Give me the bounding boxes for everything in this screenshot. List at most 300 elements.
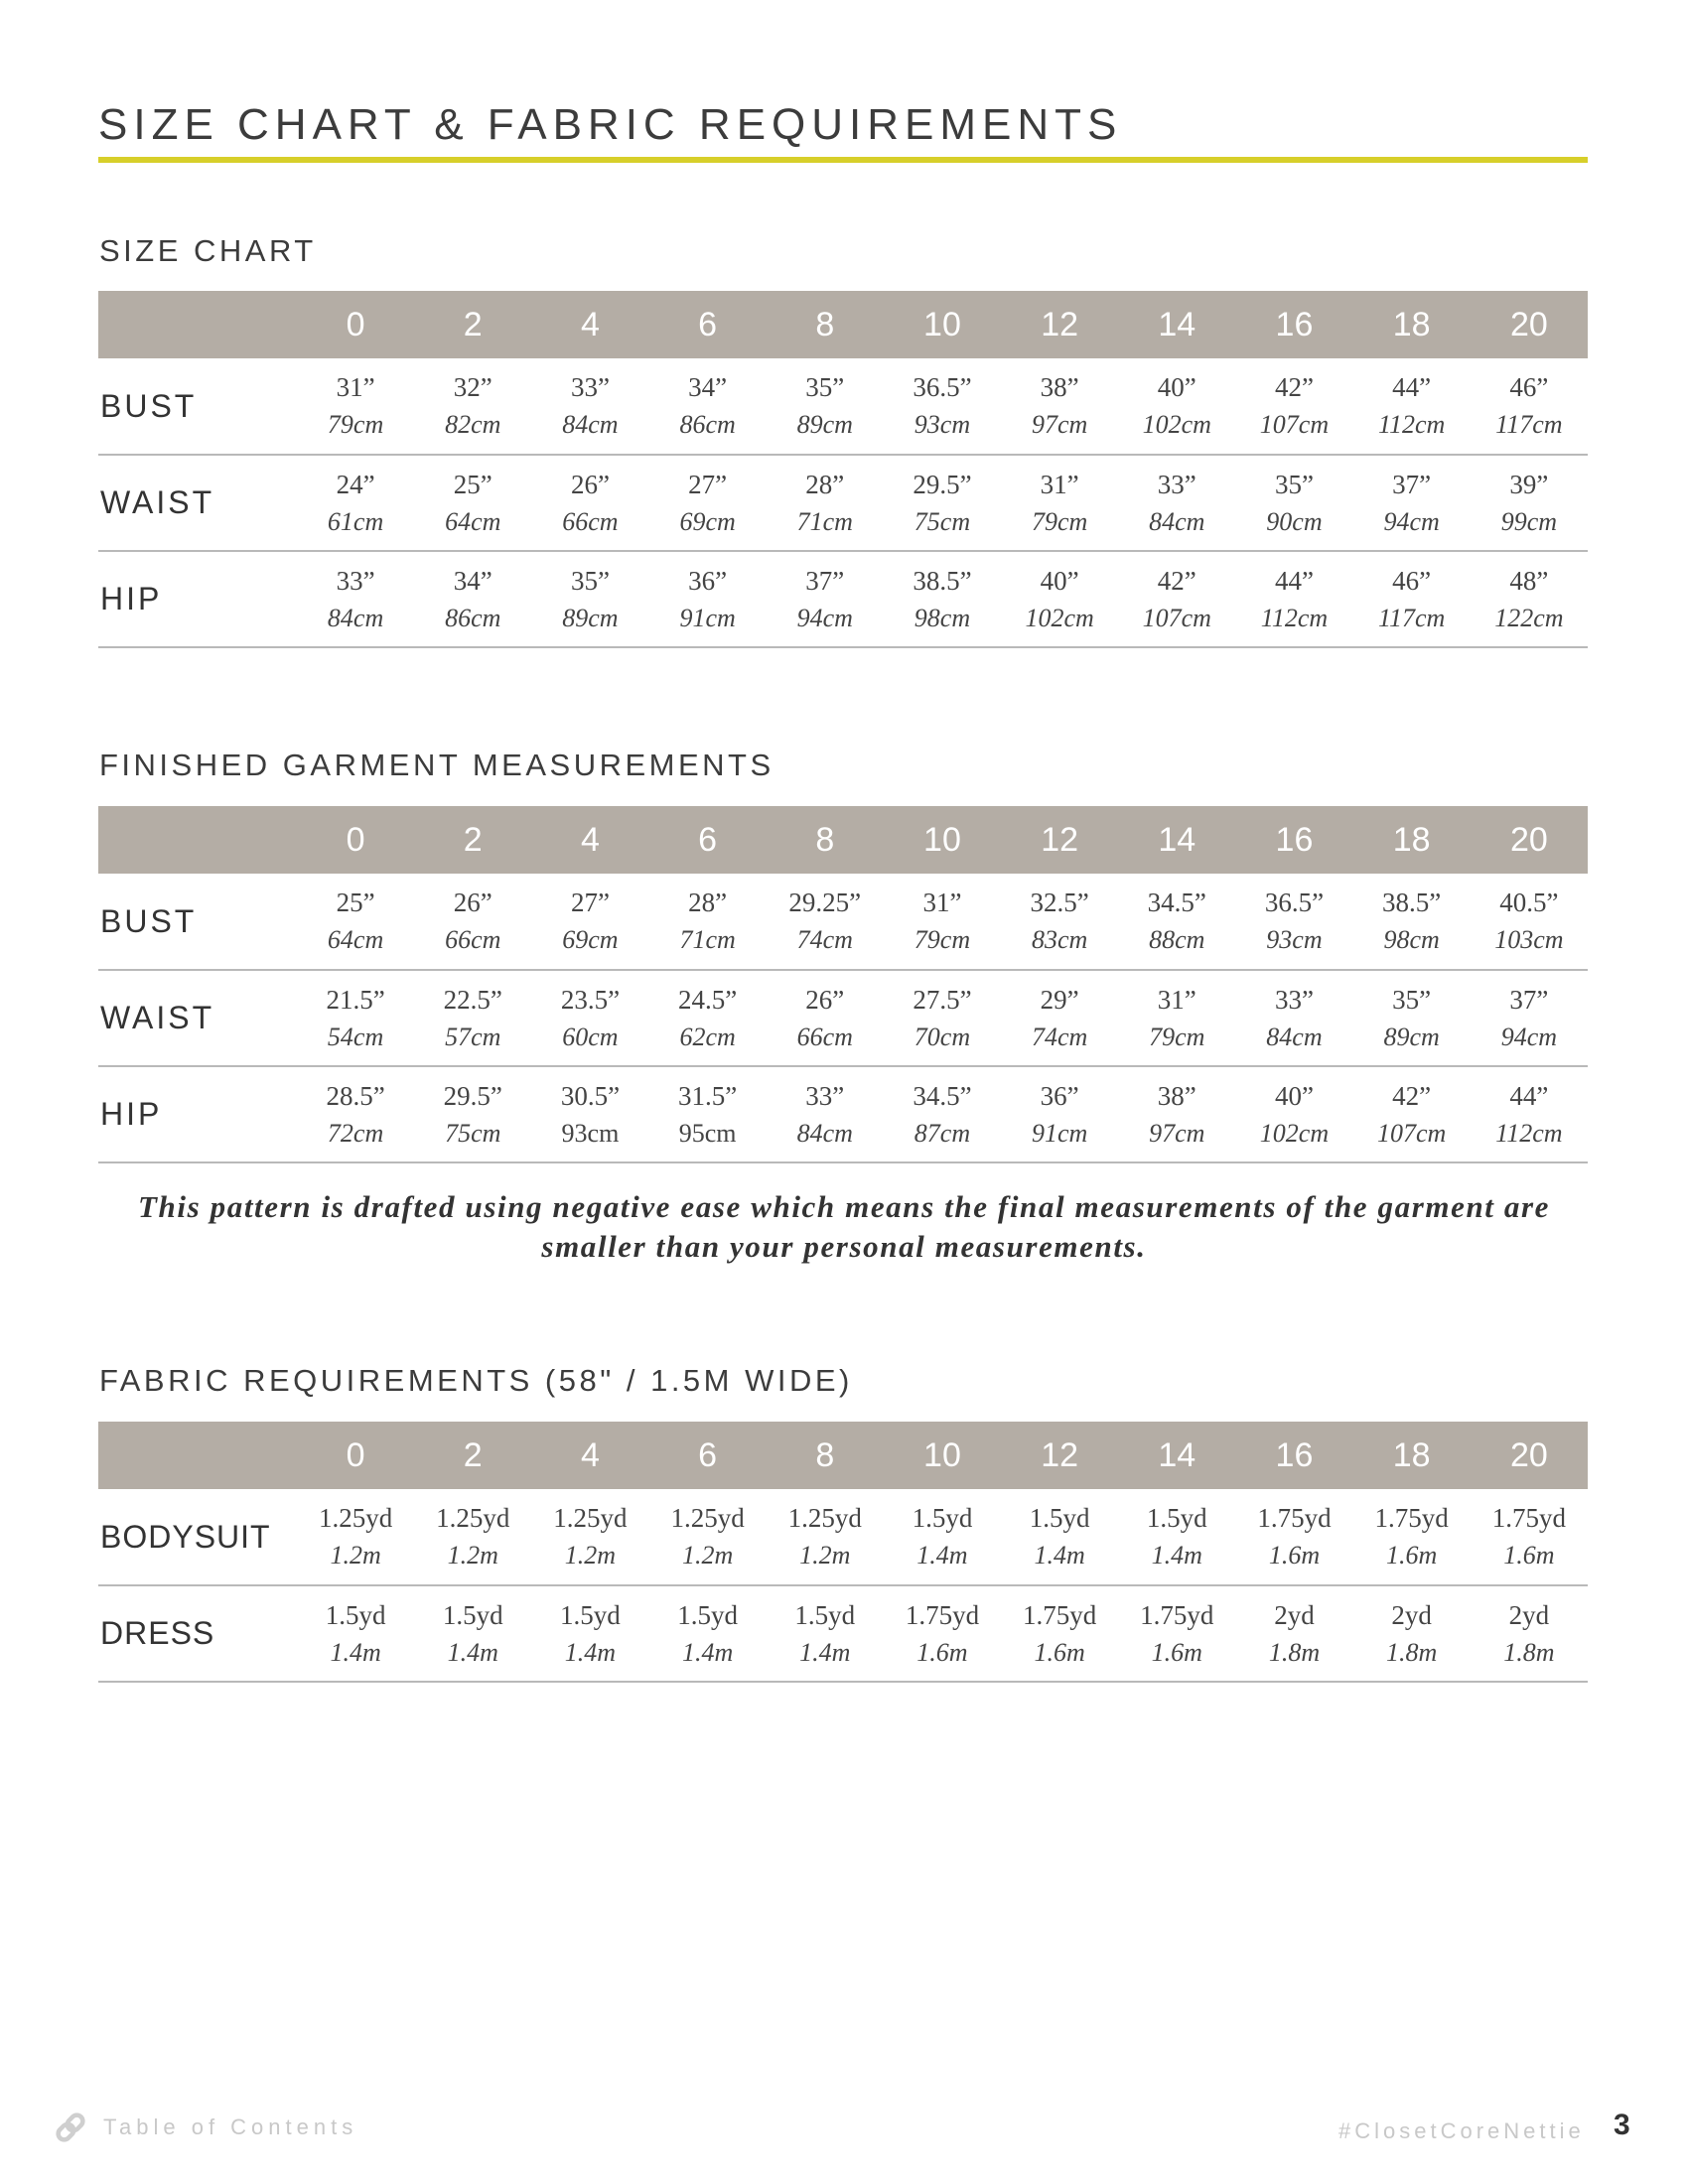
imperial-value: 26”	[805, 984, 845, 1015]
metric-value: 1.6m	[1268, 1541, 1321, 1570]
metric-value: 75cm	[914, 506, 971, 536]
metric-value: 1.6m	[1034, 1637, 1085, 1667]
measurement-cell	[414, 970, 531, 1066]
imperial-value: 22.5”	[443, 984, 502, 1015]
imperial-value: 33”	[336, 565, 375, 596]
metric-value: 122cm	[1494, 603, 1564, 632]
metric-value: 1.8m	[1268, 1637, 1321, 1667]
metric-value: 102cm	[1259, 1118, 1330, 1148]
imperial-value: 32.5”	[1030, 887, 1089, 917]
imperial-value: 24.5”	[677, 984, 738, 1015]
imperial-value: 36”	[1040, 1080, 1079, 1111]
measurement-cell	[1353, 1489, 1471, 1585]
imperial-value: 31”	[1157, 984, 1196, 1015]
metric-value: 69cm	[562, 925, 619, 954]
measurement-cell	[1353, 358, 1471, 455]
size-header: 8	[767, 806, 884, 874]
imperial-value: 37”	[805, 565, 845, 596]
imperial-value: 26”	[453, 887, 492, 917]
size-header: 10	[884, 806, 1001, 874]
metric-value: 1.2m	[799, 1541, 851, 1570]
size-header: 4	[531, 1422, 648, 1489]
imperial-value: 30.5”	[560, 1080, 621, 1111]
measurement-cell	[531, 874, 648, 970]
size-header: 4	[531, 291, 648, 358]
size-header: 16	[1235, 291, 1352, 358]
measurement-cell	[1353, 1585, 1471, 1682]
metric-value: 1.8m	[1385, 1637, 1438, 1667]
row-label: WAIST	[100, 484, 215, 520]
table-of-contents-link[interactable]	[54, 2111, 357, 2144]
size-header: 10	[884, 291, 1001, 358]
measurement-cell	[1471, 455, 1588, 551]
finished-garment-table	[98, 806, 1588, 1163]
imperial-value: 40”	[1274, 1080, 1314, 1111]
imperial-value: 2yd	[1391, 1599, 1432, 1630]
imperial-value: 1.25yd	[436, 1503, 510, 1533]
imperial-value: 29”	[1040, 984, 1079, 1015]
imperial-value: 48”	[1509, 565, 1549, 596]
metric-value: 102cm	[1142, 410, 1211, 439]
measurement-cell	[767, 455, 884, 551]
metric-value: 1.4m	[1034, 1541, 1085, 1570]
measurement-cell	[1235, 1066, 1352, 1162]
size-header-row	[98, 291, 1588, 358]
metric-value: 117cm	[1377, 603, 1446, 632]
table-row	[98, 358, 1588, 455]
measurement-cell	[414, 551, 531, 647]
measurement-cell	[767, 970, 884, 1066]
imperial-value: 28”	[688, 887, 728, 917]
footer-hashtag: #ClosetCoreNettie	[1338, 2118, 1585, 2143]
imperial-value: 46”	[1392, 565, 1432, 596]
metric-value: 79cm	[1149, 1022, 1205, 1051]
measurement-cell	[1118, 970, 1235, 1066]
link-icon	[54, 2111, 87, 2144]
measurement-cell	[1001, 551, 1118, 647]
measurement-cell	[884, 874, 1001, 970]
imperial-value: 38”	[1157, 1080, 1196, 1111]
metric-value: 1.4m	[799, 1637, 851, 1667]
measurement-cell	[649, 1585, 767, 1682]
metric-value: 74cm	[1031, 1022, 1088, 1051]
measurement-cell	[531, 1489, 648, 1585]
imperial-value: 36.5”	[1264, 887, 1325, 917]
metric-value: 1.4m	[1151, 1541, 1202, 1570]
metric-value: 1.4m	[681, 1637, 734, 1667]
metric-value: 79cm	[914, 925, 971, 954]
imperial-value: 33”	[1157, 469, 1196, 499]
metric-value: 94cm	[796, 603, 853, 632]
measurement-cell	[767, 358, 884, 455]
metric-value: 64cm	[327, 925, 384, 954]
metric-value: 72cm	[327, 1118, 384, 1148]
metric-value: 60cm	[562, 1022, 619, 1051]
metric-value: 1.6m	[916, 1637, 968, 1667]
measurement-cell	[1001, 874, 1118, 970]
metric-value: 79cm	[327, 410, 384, 439]
measurement-cell	[531, 970, 648, 1066]
measurement-cell	[1235, 1489, 1352, 1585]
imperial-value: 33”	[570, 372, 610, 402]
imperial-value: 1.5yd	[794, 1599, 856, 1630]
imperial-value: 21.5”	[326, 984, 385, 1015]
measurement-cell	[1353, 970, 1471, 1066]
metric-value: 117cm	[1495, 410, 1563, 439]
metric-value: 75cm	[445, 1118, 501, 1148]
imperial-value: 1.75yd	[905, 1599, 980, 1630]
measurement-cell	[1471, 1066, 1588, 1162]
metric-value: 97cm	[1031, 410, 1088, 439]
row-label: BODYSUIT	[100, 1518, 271, 1555]
imperial-value: 35”	[805, 372, 845, 402]
metric-value: 62cm	[679, 1022, 736, 1051]
size-chart-title: SIZE CHART	[99, 233, 317, 268]
metric-value: 1.2m	[564, 1541, 617, 1570]
imperial-value: 37”	[1509, 984, 1549, 1015]
measurement-cell	[884, 455, 1001, 551]
size-header: 20	[1471, 1422, 1588, 1489]
metric-value: 89cm	[562, 603, 619, 632]
metric-value: 1.2m	[681, 1541, 734, 1570]
metric-value: 102cm	[1025, 603, 1094, 632]
imperial-value: 42”	[1392, 1080, 1432, 1111]
metric-value: 1.4m	[330, 1637, 381, 1667]
page-number: 3	[1614, 2109, 1630, 2141]
measurement-cell	[414, 455, 531, 551]
measurement-cell	[1235, 358, 1352, 455]
imperial-value: 29.25”	[788, 887, 862, 917]
measurement-cell	[297, 1066, 414, 1162]
measurement-cell	[414, 1585, 531, 1682]
metric-value: 98cm	[914, 603, 971, 632]
metric-value: 84cm	[327, 603, 384, 632]
imperial-value: 31”	[922, 887, 962, 917]
imperial-value: 1.25yd	[787, 1503, 862, 1533]
imperial-value: 2yd	[1508, 1599, 1550, 1630]
metric-value: 61cm	[327, 506, 384, 536]
imperial-value: 31”	[336, 372, 375, 402]
imperial-value: 27”	[688, 469, 728, 499]
row-label: HIP	[100, 581, 163, 616]
measurement-cell	[1118, 455, 1235, 551]
size-header: 20	[1471, 291, 1588, 358]
size-header: 0	[297, 291, 414, 358]
measurement-cell	[884, 1585, 1001, 1682]
imperial-value: 1.75yd	[1257, 1503, 1332, 1533]
imperial-value: 25”	[336, 887, 375, 917]
table-row	[98, 551, 1588, 647]
measurement-cell	[414, 874, 531, 970]
size-header: 18	[1353, 291, 1471, 358]
metric-value: 107cm	[1259, 410, 1330, 439]
imperial-value: 1.5yd	[1146, 1503, 1207, 1533]
metric-value: 64cm	[445, 506, 501, 536]
metric-value: 86cm	[679, 410, 736, 439]
metric-value: 89cm	[796, 410, 853, 439]
row-label: DRESS	[100, 1615, 215, 1651]
imperial-value: 46”	[1509, 372, 1549, 402]
measurement-cell	[1118, 551, 1235, 647]
metric-value: 94cm	[1500, 1022, 1558, 1051]
measurement-cell	[531, 1066, 648, 1162]
measurement-cell	[1118, 358, 1235, 455]
measurement-cell	[649, 1066, 767, 1162]
size-header: 2	[414, 806, 531, 874]
row-label: BUST	[100, 387, 198, 424]
metric-value: 1.4m	[564, 1637, 617, 1667]
size-header: 2	[414, 1422, 531, 1489]
measurement-cell	[414, 1066, 531, 1162]
measurement-cell	[884, 970, 1001, 1066]
measurement-cell	[1235, 970, 1352, 1066]
measurement-cell	[649, 358, 767, 455]
metric-value: 94cm	[1383, 506, 1440, 536]
measurement-cell	[297, 551, 414, 647]
size-header: 6	[649, 291, 767, 358]
metric-value: 91cm	[1031, 1118, 1088, 1148]
imperial-value: 37”	[1392, 469, 1432, 499]
metric-value: 1.2m	[330, 1541, 381, 1570]
metric-value: 1.6m	[1385, 1541, 1438, 1570]
imperial-value: 27”	[570, 887, 610, 917]
measurement-cell	[1118, 1585, 1235, 1682]
measurement-cell	[1471, 970, 1588, 1066]
imperial-value: 33”	[805, 1080, 845, 1111]
metric-value: 70cm	[914, 1022, 971, 1051]
measurement-cell	[884, 551, 1001, 647]
imperial-value: 34.5”	[1147, 887, 1206, 917]
measurement-cell	[531, 1585, 648, 1682]
imperial-value: 36”	[688, 565, 728, 596]
metric-value: 90cm	[1266, 506, 1323, 536]
metric-value: 66cm	[796, 1022, 853, 1051]
metric-value: 84cm	[1266, 1022, 1323, 1051]
measurement-cell	[1118, 1489, 1235, 1585]
imperial-value: 33”	[1274, 984, 1314, 1015]
imperial-value: 35”	[1274, 469, 1314, 499]
imperial-value: 38.5”	[1382, 887, 1442, 917]
imperial-value: 40.5”	[1499, 887, 1559, 917]
imperial-value: 31.5”	[677, 1080, 738, 1111]
metric-value: 87cm	[914, 1118, 971, 1148]
imperial-value: 42”	[1274, 372, 1314, 402]
measurement-cell	[884, 358, 1001, 455]
measurement-cell	[767, 1585, 884, 1682]
header-corner	[98, 806, 297, 874]
metric-value: 112cm	[1495, 1118, 1563, 1148]
table-of-contents-label[interactable]: Table of Contents	[103, 2115, 358, 2139]
size-header: 12	[1001, 291, 1118, 358]
measurement-cell	[1235, 874, 1352, 970]
metric-value: 1.6m	[1151, 1637, 1202, 1667]
metric-value: 66cm	[445, 925, 501, 954]
metric-value: 1.8m	[1503, 1637, 1555, 1667]
imperial-value: 29.5”	[443, 1080, 502, 1111]
row-label: WAIST	[100, 1000, 215, 1035]
imperial-value: 1.5yd	[325, 1599, 386, 1630]
measurement-cell	[1118, 874, 1235, 970]
imperial-value: 1.5yd	[1029, 1503, 1090, 1533]
metric-value: 91cm	[679, 603, 736, 632]
size-header: 0	[297, 806, 414, 874]
imperial-value: 24”	[336, 469, 375, 499]
size-header: 14	[1118, 1422, 1235, 1489]
measurement-cell	[767, 874, 884, 970]
metric-value: 112cm	[1260, 603, 1329, 632]
row-label: BUST	[100, 902, 198, 939]
page-title: SIZE CHART & FABRIC REQUIREMENTS	[98, 100, 1123, 149]
imperial-value: 1.5yd	[677, 1599, 738, 1630]
imperial-value: 25”	[453, 469, 492, 499]
table-row	[98, 874, 1588, 970]
metric-value: 82cm	[445, 410, 501, 439]
table-row	[98, 1585, 1588, 1682]
size-header: 0	[297, 1422, 414, 1489]
measurement-cell	[767, 1489, 884, 1585]
fabric-requirements-title: FABRIC REQUIREMENTS (58" / 1.5M WIDE)	[99, 1363, 853, 1398]
metric-value: 71cm	[679, 925, 736, 954]
measurement-cell	[1235, 1585, 1352, 1682]
table-row	[98, 1489, 1588, 1585]
imperial-value: 1.5yd	[912, 1503, 973, 1533]
size-header-row	[98, 1422, 1588, 1489]
metric-value: 54cm	[327, 1022, 384, 1051]
measurement-cell	[414, 1489, 531, 1585]
metric-value: 107cm	[1376, 1118, 1447, 1148]
metric-value: 84cm	[1149, 506, 1205, 536]
imperial-value: 1.25yd	[670, 1503, 745, 1533]
metric-value: 1.4m	[916, 1541, 968, 1570]
size-header: 18	[1353, 806, 1471, 874]
measurement-cell	[1118, 1066, 1235, 1162]
imperial-value: 1.75yd	[1374, 1503, 1449, 1533]
measurement-cell	[297, 358, 414, 455]
measurement-cell	[414, 358, 531, 455]
metric-value: 99cm	[1500, 506, 1558, 536]
metric-value: 103cm	[1494, 925, 1564, 954]
measurement-cell	[531, 551, 648, 647]
imperial-value: 1.75yd	[1022, 1599, 1097, 1630]
imperial-value: 1.75yd	[1491, 1503, 1566, 1533]
imperial-value: 1.5yd	[442, 1599, 503, 1630]
measurement-cell	[884, 1066, 1001, 1162]
imperial-value: 26”	[570, 469, 610, 499]
imperial-value: 39”	[1509, 469, 1549, 499]
imperial-value: 27.5”	[913, 984, 972, 1015]
measurement-cell	[767, 551, 884, 647]
size-header: 6	[649, 806, 767, 874]
measurement-cell	[1471, 551, 1588, 647]
size-header: 16	[1235, 806, 1352, 874]
metric-value: 1.2m	[447, 1541, 498, 1570]
size-header: 4	[531, 806, 648, 874]
metric-value: 69cm	[679, 506, 736, 536]
table-row	[98, 1066, 1588, 1162]
metric-value: 86cm	[445, 603, 501, 632]
finished-garment-title: FINISHED GARMENT MEASUREMENTS	[99, 748, 774, 782]
measurement-cell	[1001, 1585, 1118, 1682]
size-header: 8	[767, 1422, 884, 1489]
measurement-cell	[297, 1585, 414, 1682]
size-header: 14	[1118, 291, 1235, 358]
metric-value: 93cm	[561, 1118, 620, 1148]
metric-value: 93cm	[1266, 925, 1323, 954]
imperial-value: 29.5”	[913, 469, 972, 499]
imperial-value: 1.75yd	[1140, 1599, 1214, 1630]
size-header: 14	[1118, 806, 1235, 874]
size-header: 10	[884, 1422, 1001, 1489]
imperial-value: 31”	[1040, 469, 1079, 499]
metric-value: 84cm	[796, 1118, 853, 1148]
metric-value: 74cm	[796, 925, 853, 954]
measurement-cell	[1001, 1489, 1118, 1585]
metric-value: 89cm	[1383, 1022, 1440, 1051]
negative-ease-note: This pattern is drafted using negative ease which means the final measurements of the garment are smaller than your personal measurements.	[138, 1189, 1550, 1264]
imperial-value: 40”	[1157, 372, 1196, 402]
table-row	[98, 970, 1588, 1066]
size-header: 16	[1235, 1422, 1352, 1489]
measurement-cell	[884, 1489, 1001, 1585]
metric-value: 83cm	[1031, 925, 1088, 954]
header-corner	[98, 291, 297, 358]
metric-value: 107cm	[1142, 603, 1211, 632]
measurement-cell	[649, 551, 767, 647]
measurement-cell	[1471, 358, 1588, 455]
measurement-cell	[1001, 358, 1118, 455]
measurement-cell	[1471, 1489, 1588, 1585]
measurement-cell	[1235, 455, 1352, 551]
measurement-cell	[649, 874, 767, 970]
title-underline	[98, 157, 1588, 163]
metric-value: 1.6m	[1503, 1541, 1555, 1570]
measurement-cell	[531, 358, 648, 455]
measurement-cell	[649, 970, 767, 1066]
imperial-value: 42”	[1157, 565, 1196, 596]
size-header: 8	[767, 291, 884, 358]
metric-value: 57cm	[445, 1022, 501, 1051]
measurement-cell	[297, 455, 414, 551]
imperial-value: 44”	[1392, 372, 1432, 402]
metric-value: 98cm	[1383, 925, 1440, 954]
imperial-value: 35”	[570, 565, 610, 596]
measurement-cell	[1471, 1585, 1588, 1682]
imperial-value: 28.5”	[326, 1080, 385, 1111]
imperial-value: 44”	[1509, 1080, 1549, 1111]
measurement-cell	[767, 1066, 884, 1162]
size-header: 6	[649, 1422, 767, 1489]
metric-value: 1.4m	[447, 1637, 498, 1667]
measurement-cell	[1353, 874, 1471, 970]
imperial-value: 1.25yd	[553, 1503, 628, 1533]
size-header: 18	[1353, 1422, 1471, 1489]
size-header-row	[98, 806, 1588, 874]
metric-value: 93cm	[914, 410, 971, 439]
imperial-value: 28”	[805, 469, 845, 499]
metric-value: 79cm	[1031, 506, 1088, 536]
measurement-cell	[649, 1489, 767, 1585]
size-header: 12	[1001, 806, 1118, 874]
measurement-cell	[1471, 874, 1588, 970]
fabric-requirements-table	[98, 1422, 1588, 1683]
imperial-value: 44”	[1274, 565, 1314, 596]
measurement-cell	[649, 455, 767, 551]
measurement-cell	[1001, 970, 1118, 1066]
imperial-value: 38.5”	[913, 565, 972, 596]
size-header: 20	[1471, 806, 1588, 874]
metric-value: 97cm	[1149, 1118, 1205, 1148]
imperial-value: 2yd	[1274, 1599, 1315, 1630]
